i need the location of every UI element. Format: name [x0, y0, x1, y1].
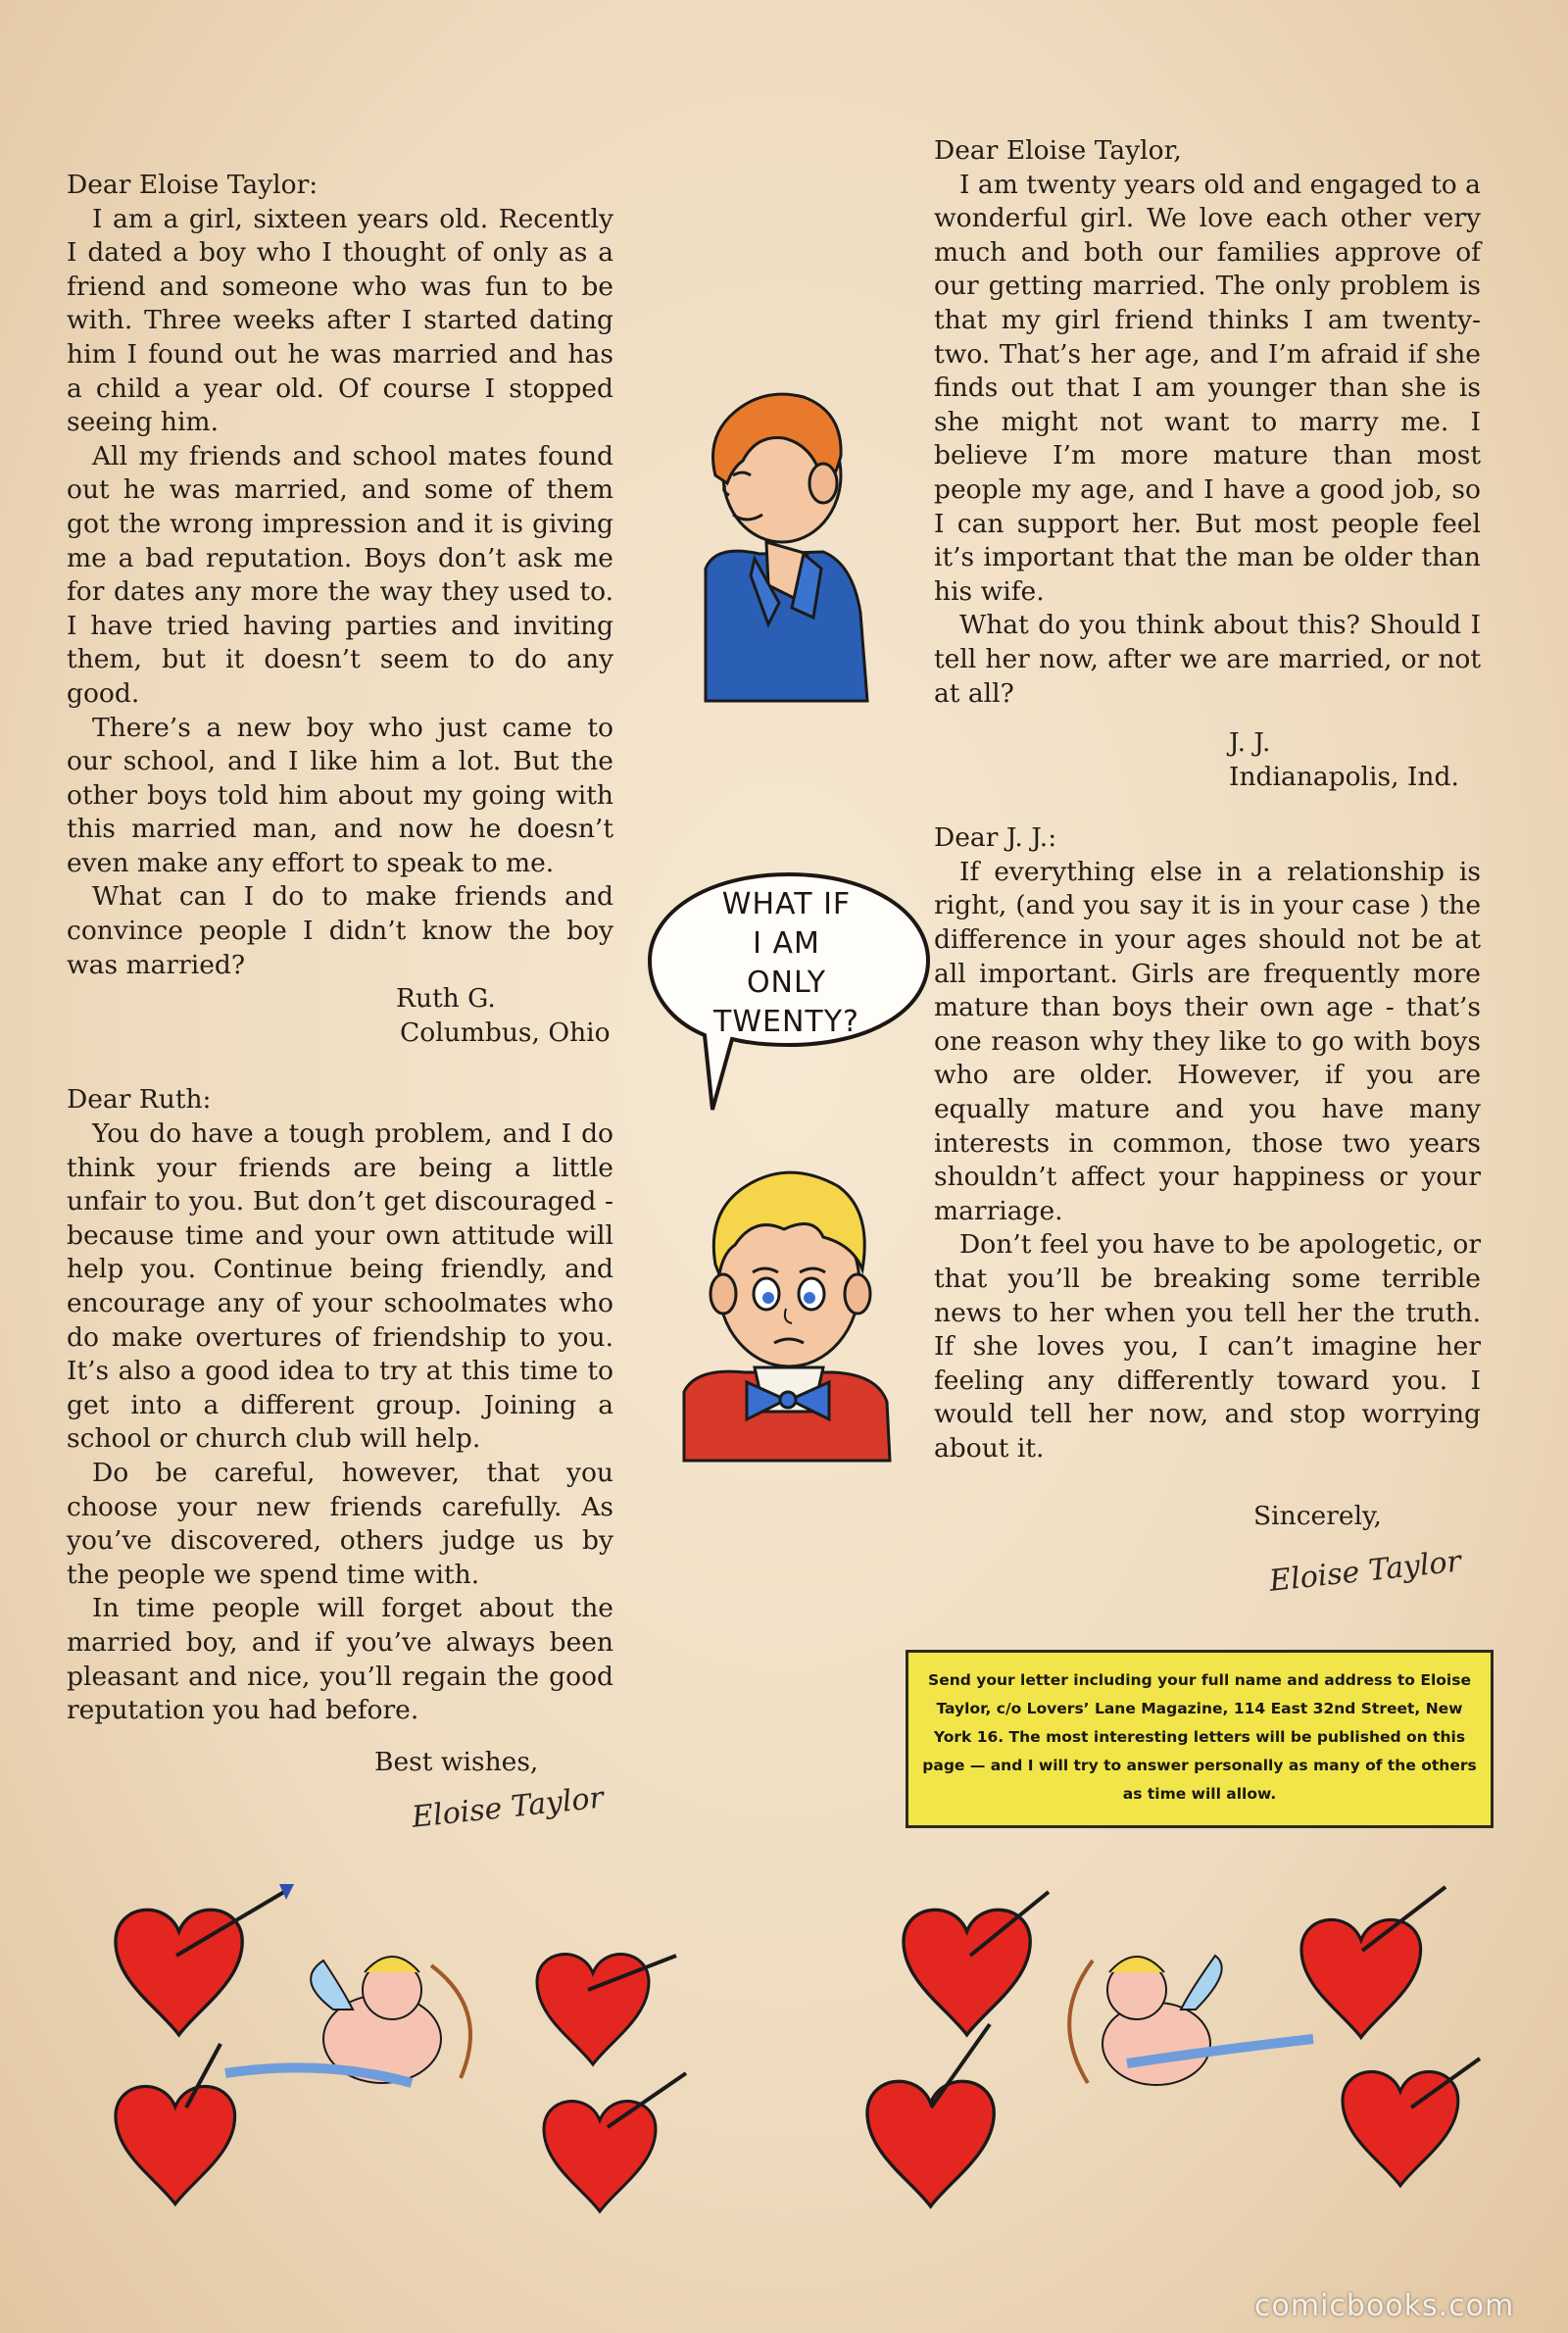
boy-profile-illustration	[686, 368, 872, 706]
heart-arrow-icon	[116, 2044, 235, 2204]
reply1-closing: Best wishes,	[374, 1746, 539, 1777]
letter2-paragraph: I am twenty years old and engaged to a wonderful girl. We love each other very much and both our families approve of our getting married. The only problem is that my girl friend thinks I am twenty-two. That’s her age, and I’m afraid if she finds out that I am younger than she is she might not want to marry me. I believe I’m more mature than most people my age, and I have a good job, so I can support her. But most people feel it’s important that the man be older than his wife.	[934, 169, 1481, 607]
right-column	[934, 134, 1481, 1599]
reply1-paragraph: You do have a tough problem, and I do think your friends are being a little unfair to you. But don’t get discouraged - because time and your own attitude will help you. Continue being friendly, and encourage any of your schoolmates who do make overtures of friendship to you. It’s also a good idea to try at this time to get into a different group. Joining a school or church club will help.	[67, 1118, 613, 1455]
reply2-paragraph: If everything else in a relationship is right, (and you say it is in your case ) the difference in your ages should not be at all important. Girls are frequently more mature than boys their own age - that’s one reason why they like to go with boys who are older. However, if you are equally mature and you have many interests in common, those two years shouldn’t affect your happiness or your marriage.	[934, 856, 1481, 1226]
heart-arrow-icon	[544, 2073, 686, 2211]
reply2-handwritten-signature: Eloise Taylor	[1267, 1544, 1463, 1599]
heart-arrow-icon	[537, 1955, 676, 2064]
speech-line: WHAT IF	[721, 887, 852, 921]
reply1-handwritten-signature: Eloise Taylor	[410, 1780, 606, 1836]
worried-boy-illustration	[676, 1147, 902, 1470]
letter1-signature-name: Ruth G.	[396, 983, 496, 1015]
letter2-signature-name: J. J.	[1229, 727, 1271, 759]
cupid-icon	[225, 1957, 470, 2083]
speech-line: ONLY	[746, 966, 827, 1000]
reply2-paragraph: Don’t feel you have to be apologetic, or that you’ll be breaking some terrible news to her when you tell her the truth. If she loves you, I can’t imagine her feeling any differently toward you. I would tell her now, and stop worrying about it.	[934, 1229, 1481, 1464]
speech-line: TWENTY?	[713, 1005, 859, 1039]
letter2-salutation: Dear Eloise Taylor,	[934, 135, 1182, 166]
watermark: comicbooks.com	[1254, 2289, 1515, 2323]
letter1-paragraph: What can I do to make friends and convince people I didn’t know the boy was married?	[67, 881, 613, 980]
heart-arrow-icon	[116, 1884, 294, 2035]
reply1-salutation: Dear Ruth:	[67, 1084, 212, 1116]
letter2-paragraph: What do you think about this? Should I tell her now, after we are married, or not at all?	[934, 610, 1481, 709]
letter1-paragraph: All my friends and school mates found out he was married, and some of them got the wrong impression and it is giving me a bad reputation. Boys don’t ask me for dates any more the way they used to. I have tried having parties and inviting them, but it doesn’t seem to do any good.	[67, 440, 613, 709]
left-column	[67, 169, 613, 1836]
reply1-paragraph: In time people will forget about the married boy, and if you’ve always been pleasant and nice, you’ll regain the good reputation you had before.	[67, 1593, 613, 1726]
letter1-signature-place: Columbus, Ohio	[400, 1017, 611, 1048]
letter2-signature-place: Indianapolis, Ind.	[1229, 761, 1459, 792]
reply2-closing: Sincerely,	[1253, 1500, 1382, 1531]
heart-arrow-icon	[1301, 1887, 1446, 2037]
letter1-salutation: Dear Eloise Taylor:	[67, 170, 318, 200]
hearts-cupids-decoration	[0, 1862, 1568, 2235]
heart-arrow-icon	[1343, 2059, 1480, 2186]
letter1-paragraph: I am a girl, sixteen years old. Recently I dated a boy who I thought of only as a friend and someone who was fun to be with. Three weeks after I started dating him I found out he was married and has a child a year old. Of course I stopped seeing him.	[67, 203, 613, 438]
heart-arrow-icon	[867, 2024, 994, 2207]
heart-arrow-icon	[904, 1892, 1049, 2035]
letter1-paragraph: There’s a new boy who just came to our school, and I like him a lot. But the other boys told him about my going with this married man, and now he doesn’t even make any effort to speak to me.	[67, 712, 613, 878]
reply1-paragraph: Do be careful, however, that you choose your new friends carefully. As you’ve discovered, others judge us by the people we spend time with.	[67, 1457, 613, 1590]
cupid-icon	[1069, 1956, 1313, 2085]
reply2-salutation: Dear J. J.:	[934, 822, 1057, 854]
speech-line: I AM	[753, 926, 820, 961]
submission-notice: Send your letter including your full name and address to Eloise Taylor, c/o Lovers’ Lane Magazine, 114 East 32nd Street, New York 16. The most interesting letters will be published on this page — and I will try to answer personally as many of the others as time will allow.	[906, 1650, 1494, 1828]
speech-bubble-text	[647, 885, 926, 1042]
